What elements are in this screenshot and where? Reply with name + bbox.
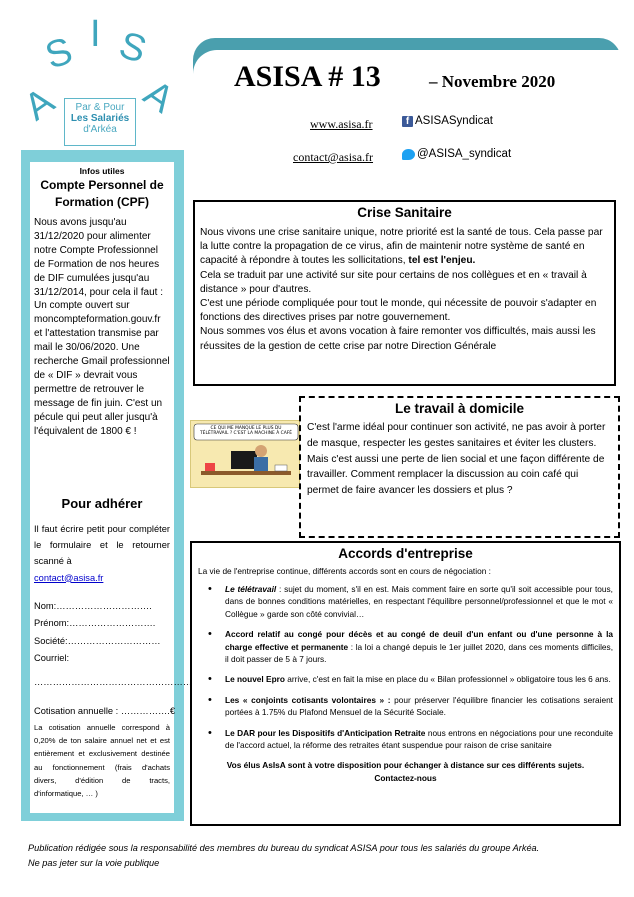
newsletter-title: ASISA # 13 [234,60,381,93]
adherer-card [30,485,193,813]
field-societe[interactable]: Société:………………………… [34,635,161,646]
accord-lead: Le nouvel Epro [225,674,285,685]
logo-tagline-3: d'Arkéa [83,124,117,135]
accord-item-dar [225,727,613,752]
facebook-handle: ASISASyndicat [415,115,493,127]
field-courriel-line[interactable]: …………………………………………… [34,676,193,687]
twitter-link[interactable] [402,148,511,160]
cpf-text: Nous avons jusqu'au 31/12/2020 pour alimenter notre Compte Professionnel de Formation de nos heures de DIF cumulées jusqu'au 31/12/2014, pour cela il faut : Un compte ouvert sur moncompteformation.gouv.fr et l'attestation transmise par mail le 30/06/2020. Une recherche Gmail professionnel de « DIF » devrait vous permettre de retrouver le message de fin juin. C'est un pécule qui peut aller jusqu'à l'équivalent de 1800 € ! [34,217,170,437]
crise-p1-bold: tel est l'enjeu. [408,255,476,267]
logo-letter-4: S [114,24,152,72]
field-courriel[interactable]: Courriel: [34,653,70,664]
website-link[interactable]: www.asisa.fr [310,117,373,131]
adherer-text [34,521,170,586]
header-inner [193,50,621,171]
field-nom[interactable]: Nom:…………………………. [34,600,152,611]
footer-line-2: Ne pas jeter sur la voie publique [28,858,160,868]
field-prenom[interactable]: Prénom:………………………. [34,618,156,629]
crise-p4: Nous sommes vos élus et avons vocation à faire remonter vos difficultés, mais aussi les réussites de la gestion de cette crise par notre Direction Générale [200,326,596,352]
travail-p2: Mais c'est aussi une perte de lien social et une façon différente de travailler. Comment remplacer la discussion au coin café qui permet de faire avancer les dossiers et plus ? [307,453,605,497]
logo-tagline-1: Par & Pour [75,102,125,113]
facebook-icon: f [402,116,413,127]
twitter-icon [402,149,415,160]
accords-footer-1: Vos élus AsIsA sont à votre disposition pour échanger à distance sur ces différents sujets. [226,760,585,771]
accord-item-conge [225,628,613,665]
sidebar [21,150,193,821]
page-footer [28,841,539,871]
logo-letter-2: S [40,29,78,78]
accord-item-teletravail [225,583,613,620]
accord-text: pour préserver l'équilibre financier les cotisations seraient portées à 1.75% du Plafond Mensuel de la Sécurité Sociale. [225,694,613,718]
crise-p2: Cela se traduit par une activité sur site pour certains de nos collègues et en « travail à distance » pour d'autres. [200,269,587,295]
email-link[interactable]: contact@asisa.fr [293,150,374,164]
adherer-email-link[interactable]: contact@asisa.fr [34,572,104,583]
accord-item-conjoints [225,694,613,719]
accords-title: Accords d'entreprise [338,546,473,561]
logo-letter-3: I [90,13,101,55]
adherer-title: Pour adhérer [61,496,143,511]
form-fields [34,598,193,692]
twitter-handle: @ASISA_syndicat [417,148,512,160]
accord-text: : sujet du moment, s'il en est. Mais comment faire en sorte qu'il soit accessible pour tous, dans de bonnes conditions matérielles, en respectant l'équilibre personnel/professionnel et que le mot « Collègue » garde son côté convivial… [225,584,613,619]
travail-domicile-section [299,396,620,538]
travail-p1: C'est l'arme idéal pour continuer son activité, ne pas avoir à porter de masque, respecter les gestes sanitaires et éviter les clusters. [307,422,606,449]
teletravail-cartoon [190,420,300,488]
accord-text: nous entrons en négociations pour une reconduite de l'accord actuel, la réforme des retraites étant suspendue pour raison de crise sanitaire [225,727,613,751]
accord-lead: Le DAR pour les Dispositifs d'Anticipation Retraite [225,727,426,738]
accord-text: : la loi a changé depuis le 1er juillet 2020, dans ces moments difficiles, il doit passer de 5 à 7 jours. [225,641,613,665]
newsletter-date: – Novembre 2020 [429,72,556,91]
logo-letter-5: A [136,72,181,122]
field-cotisation[interactable]: Cotisation annuelle : …………….€ [34,706,176,717]
travail-text [307,420,612,499]
cotisation-text: La cotisation annuelle correspond à 0,20% de ton salaire annuel net et est entièrement et exclusivement destinée au fonctionnement (frais d'achats divers, d'édition de tracts, d'informatique, … ) [34,722,170,799]
travail-title: Le travail à domicile [394,401,525,416]
cpf-title: Compte Personnel de Formation (CPF) [40,178,164,209]
accord-lead: Accord relatif au congé pour décès et au congé de deuil d'un enfant ou d'une personne à la charge effective et permanente [225,629,613,652]
crise-sanitaire-section [193,200,616,386]
accords-list [225,583,613,751]
header-banner [193,38,621,171]
crise-p1: Nous vivons une crise sanitaire unique, notre priorité est la santé de tous. Cela passe par la lutte contre la propagation de ce virus, afin de maintenir notre système de santé en capacité à répondre à toutes les sollicitations, [200,227,603,267]
asisa-logo [8,8,188,148]
accords-footer-2: Contactez-nous [374,772,437,783]
logo-tagline-box [64,98,136,146]
accord-lead: Les « conjoints cotisants volontaires » : [225,694,391,705]
accords-entreprise-section [190,541,621,826]
accord-text: arrive, c'est en fait la mise en place du « Bilan professionnel » obligatoire tous les 6 ans. [287,674,611,685]
logo-tagline-2: Les Salariés [70,113,130,124]
accord-item-epro [225,673,613,685]
cpf-card [30,162,174,490]
crise-text [200,226,609,354]
facebook-link[interactable] [402,115,493,127]
footer-line-1: Publication rédigée sous la responsabilité des membres du bureau du syndicat ASISA pour tous les salariés du groupe Arkéa. [28,843,540,853]
logo-letter-1: A [17,80,62,130]
adherer-instructions: Il faut écrire petit pour compléter le formulaire et le retourner scanné à [34,524,170,567]
cartoon-caption: CE QUI ME MANQUE LE PLUS DU TÉLÉTRAVAIL ? C'EST LA MACHINE À CAFÉ [200,426,292,436]
infos-utiles-label: Infos utiles [79,166,125,176]
accords-footer [198,759,613,784]
accords-intro: La vie de l'entreprise continue, différents accords sont en cours de négociation : [198,566,491,576]
accord-lead: Le télétravail [225,584,277,594]
crise-p3: C'est une période compliquée pour tout le monde, qui nécessite de pouvoir s'adapter en fonctions des directives prises par notre gouvernement. [200,298,597,324]
crise-title: Crise Sanitaire [357,205,452,220]
